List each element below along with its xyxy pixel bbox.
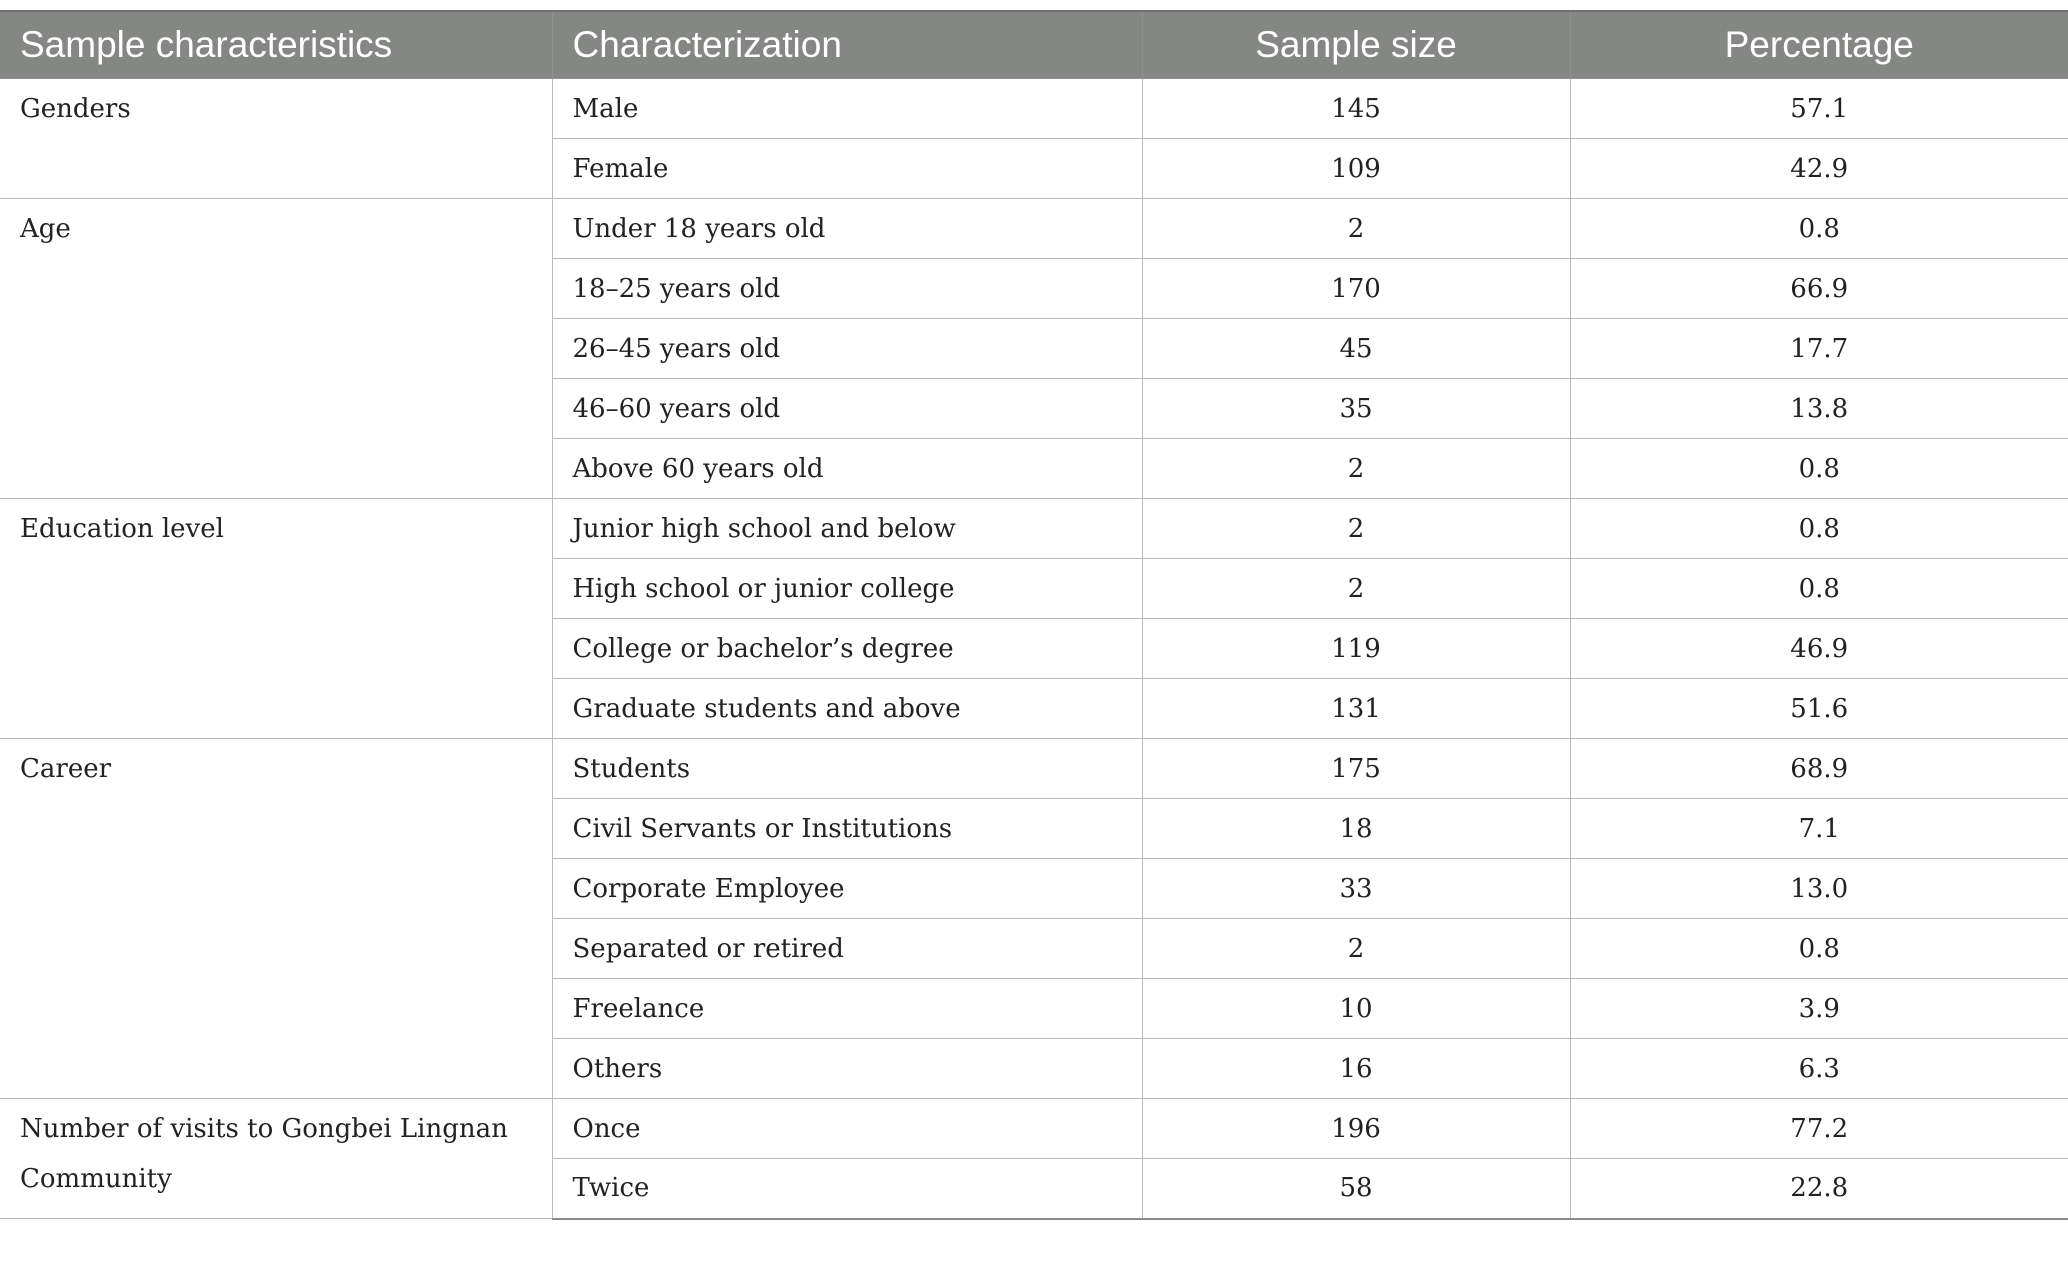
- characterization-cell: Freelance: [552, 979, 1142, 1039]
- header-sample-characteristics: Sample characteristics: [0, 11, 552, 79]
- characterization-cell: Above 60 years old: [552, 439, 1142, 499]
- sample-characteristics-table: [0, 10, 2068, 1220]
- percentage-cell: 42.9: [1570, 139, 2068, 199]
- percentage-cell: 77.2: [1570, 1099, 2068, 1159]
- sample-size-cell: 196: [1142, 1099, 1570, 1159]
- characterization-cell: College or bachelor’s degree: [552, 619, 1142, 679]
- table-row: [0, 79, 2068, 139]
- sample-size-cell: 35: [1142, 379, 1570, 439]
- characterization-cell: High school or junior college: [552, 559, 1142, 619]
- characterization-cell: Civil Servants or Institutions: [552, 799, 1142, 859]
- characterization-cell: Corporate Employee: [552, 859, 1142, 919]
- percentage-cell: 46.9: [1570, 619, 2068, 679]
- sample-size-cell: 2: [1142, 499, 1570, 559]
- sample-size-cell: 58: [1142, 1159, 1570, 1219]
- characterization-cell: Separated or retired: [552, 919, 1142, 979]
- group-label: Career: [0, 739, 552, 1099]
- percentage-cell: 13.0: [1570, 859, 2068, 919]
- header-characterization: Characterization: [552, 11, 1142, 79]
- characterization-cell: Students: [552, 739, 1142, 799]
- sample-size-cell: 170: [1142, 259, 1570, 319]
- percentage-cell: 13.8: [1570, 379, 2068, 439]
- percentage-cell: 0.8: [1570, 499, 2068, 559]
- percentage-cell: 6.3: [1570, 1039, 2068, 1099]
- percentage-cell: 17.7: [1570, 319, 2068, 379]
- characterization-cell: 26–45 years old: [552, 319, 1142, 379]
- characterization-cell: Graduate students and above: [552, 679, 1142, 739]
- sample-size-cell: 18: [1142, 799, 1570, 859]
- percentage-cell: 0.8: [1570, 199, 2068, 259]
- header-percentage: Percentage: [1570, 11, 2068, 79]
- table-row: [0, 1099, 2068, 1159]
- sample-size-cell: 145: [1142, 79, 1570, 139]
- characterization-cell: Male: [552, 79, 1142, 139]
- percentage-cell: 57.1: [1570, 79, 2068, 139]
- sample-size-cell: 131: [1142, 679, 1570, 739]
- percentage-cell: 0.8: [1570, 919, 2068, 979]
- header-row: [0, 11, 2068, 79]
- percentage-cell: 68.9: [1570, 739, 2068, 799]
- sample-size-cell: 16: [1142, 1039, 1570, 1099]
- sample-size-cell: 2: [1142, 439, 1570, 499]
- table-header: [0, 11, 2068, 79]
- percentage-cell: 7.1: [1570, 799, 2068, 859]
- characterization-cell: 18–25 years old: [552, 259, 1142, 319]
- group-label: Number of visits to Gongbei Lingnan Community: [0, 1099, 552, 1219]
- sample-size-cell: 175: [1142, 739, 1570, 799]
- group-label: Genders: [0, 79, 552, 199]
- percentage-cell: 51.6: [1570, 679, 2068, 739]
- header-sample-size: Sample size: [1142, 11, 1570, 79]
- characterization-cell: 46–60 years old: [552, 379, 1142, 439]
- sample-size-cell: 2: [1142, 559, 1570, 619]
- characterization-cell: Twice: [552, 1159, 1142, 1219]
- table-container: [0, 10, 2068, 1220]
- characterization-cell: Female: [552, 139, 1142, 199]
- sample-size-cell: 2: [1142, 199, 1570, 259]
- sample-size-cell: 10: [1142, 979, 1570, 1039]
- characterization-cell: Others: [552, 1039, 1142, 1099]
- percentage-cell: 0.8: [1570, 559, 2068, 619]
- sample-size-cell: 2: [1142, 919, 1570, 979]
- table-row: [0, 199, 2068, 259]
- percentage-cell: 22.8: [1570, 1159, 2068, 1219]
- sample-size-cell: 109: [1142, 139, 1570, 199]
- characterization-cell: Under 18 years old: [552, 199, 1142, 259]
- characterization-cell: Once: [552, 1099, 1142, 1159]
- table-row: [0, 739, 2068, 799]
- percentage-cell: 3.9: [1570, 979, 2068, 1039]
- table-body: [0, 79, 2068, 1219]
- group-label: Age: [0, 199, 552, 499]
- sample-size-cell: 33: [1142, 859, 1570, 919]
- sample-size-cell: 119: [1142, 619, 1570, 679]
- percentage-cell: 66.9: [1570, 259, 2068, 319]
- characterization-cell: Junior high school and below: [552, 499, 1142, 559]
- percentage-cell: 0.8: [1570, 439, 2068, 499]
- group-label: Education level: [0, 499, 552, 739]
- sample-size-cell: 45: [1142, 319, 1570, 379]
- table-row: [0, 499, 2068, 559]
